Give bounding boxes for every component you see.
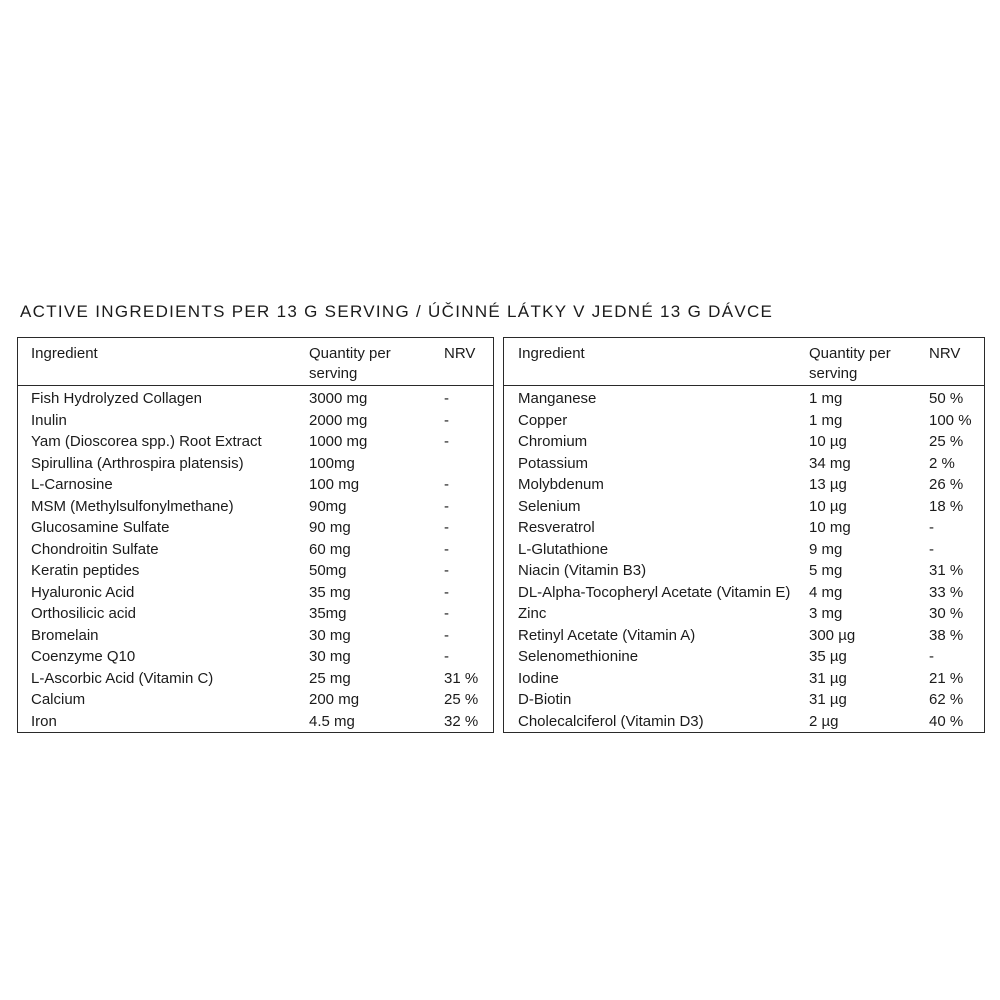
cell-nrv: - xyxy=(444,476,449,493)
cell-quantity: 3 mg xyxy=(809,605,843,622)
cell-quantity: 4 mg xyxy=(809,583,843,601)
cell-ingredient: D-Biotin xyxy=(518,691,572,708)
table-row xyxy=(31,560,493,582)
cell-nrv: 26 % xyxy=(929,476,964,493)
cell-nrv xyxy=(444,453,493,475)
table-row xyxy=(518,560,984,582)
table-row xyxy=(31,689,493,711)
cell-nrv: - xyxy=(444,648,449,665)
table-row xyxy=(518,582,984,604)
cell-nrv: - xyxy=(444,583,449,601)
ingredients-table-left xyxy=(17,337,494,733)
cell-ingredient: Hyaluronic Acid xyxy=(31,583,135,601)
cell-ingredient: MSM (Methylsulfonylmethane) xyxy=(31,497,234,515)
header-nrv: NRV xyxy=(444,345,476,362)
table-header xyxy=(504,338,984,386)
cell-quantity: 30 mg xyxy=(309,648,351,665)
cell-quantity: 300 µg xyxy=(809,626,856,644)
cell-nrv: 25 % xyxy=(444,691,479,708)
cell-quantity: 31 µg xyxy=(809,691,847,708)
cell-ingredient: Copper xyxy=(518,411,568,429)
cell-ingredient: Yam (Dioscorea spp.) Root Extract xyxy=(31,433,262,450)
table-row xyxy=(518,474,984,496)
header-quantity: Quantity per serving xyxy=(809,345,891,382)
table-row xyxy=(31,431,493,453)
cell-quantity: 34 mg xyxy=(809,454,851,472)
table-row xyxy=(518,517,984,539)
table-row xyxy=(31,603,493,625)
cell-nrv: 2 % xyxy=(929,454,955,472)
cell-quantity: 60 mg xyxy=(309,540,351,558)
cell-nrv: - xyxy=(444,626,449,644)
cell-nrv: - xyxy=(444,540,449,558)
cell-nrv: 100 % xyxy=(929,411,972,429)
ingredients-table-right xyxy=(503,337,985,733)
cell-quantity: 1 mg xyxy=(809,411,843,429)
table-row xyxy=(518,453,984,475)
cell-ingredient: Selenium xyxy=(518,497,581,515)
table-row xyxy=(518,388,984,410)
cell-nrv: 33 % xyxy=(929,583,964,601)
cell-ingredient: Selenomethionine xyxy=(518,648,639,665)
cell-ingredient: Chondroitin Sulfate xyxy=(31,540,159,558)
cell-ingredient: Fish Hydrolyzed Collagen xyxy=(31,390,202,407)
cell-ingredient: Calcium xyxy=(31,691,86,708)
cell-nrv: - xyxy=(444,390,449,407)
cell-ingredient: Molybdenum xyxy=(518,476,604,493)
cell-nrv: - xyxy=(444,605,449,622)
cell-nrv: - xyxy=(444,562,449,579)
table-row xyxy=(31,711,493,733)
cell-ingredient: Spirullina (Arthrospira platensis) xyxy=(31,454,244,472)
cell-quantity: 2000 mg xyxy=(309,411,368,429)
table-row xyxy=(31,388,493,410)
cell-quantity: 4.5 mg xyxy=(309,712,355,730)
cell-nrv: - xyxy=(444,519,449,536)
table-row xyxy=(518,646,984,668)
cell-quantity: 100 mg xyxy=(309,476,360,493)
table-row xyxy=(31,410,493,432)
table-row xyxy=(31,625,493,647)
cell-ingredient: Inulin xyxy=(31,411,67,429)
cell-ingredient: Potassium xyxy=(518,454,589,472)
cell-ingredient: Orthosilicic acid xyxy=(31,605,137,622)
cell-quantity: 3000 mg xyxy=(309,390,368,407)
cell-quantity: 30 mg xyxy=(309,626,351,644)
cell-quantity: 35 µg xyxy=(809,648,847,665)
cell-nrv: 30 % xyxy=(929,605,964,622)
cell-quantity: 5 mg xyxy=(809,562,843,579)
table-row xyxy=(518,625,984,647)
table-header xyxy=(18,338,493,386)
cell-quantity: 1 mg xyxy=(809,390,843,407)
cell-quantity: 35mg xyxy=(309,605,347,622)
table-body xyxy=(504,386,984,732)
cell-nrv: - xyxy=(444,497,449,515)
cell-quantity: 90mg xyxy=(309,497,347,515)
cell-ingredient: DL-Alpha-Tocopheryl Acetate (Vitamin E) xyxy=(518,583,791,601)
table-row xyxy=(31,668,493,690)
table-row xyxy=(518,496,984,518)
table-row xyxy=(31,539,493,561)
table-row xyxy=(518,668,984,690)
table-row xyxy=(518,410,984,432)
header-ingredient: Ingredient xyxy=(31,345,98,362)
header-quantity: Quantity per serving xyxy=(309,345,391,382)
cell-nrv: - xyxy=(444,411,449,429)
cell-nrv: 32 % xyxy=(444,712,479,730)
cell-nrv: 25 % xyxy=(929,433,964,450)
cell-ingredient: Zinc xyxy=(518,605,547,622)
cell-nrv: 31 % xyxy=(444,669,479,687)
cell-ingredient: Bromelain xyxy=(31,626,99,644)
cell-ingredient: Cholecalciferol (Vitamin D3) xyxy=(518,712,704,730)
cell-ingredient: L-Glutathione xyxy=(518,540,609,558)
table-row xyxy=(31,517,493,539)
cell-nrv: 40 % xyxy=(929,712,964,730)
cell-ingredient: Glucosamine Sulfate xyxy=(31,519,170,536)
cell-quantity: 31 µg xyxy=(809,669,847,687)
cell-quantity: 25 mg xyxy=(309,669,351,687)
cell-ingredient: L-Carnosine xyxy=(31,476,113,493)
cell-ingredient: Keratin peptides xyxy=(31,562,140,579)
cell-quantity: 2 µg xyxy=(809,712,839,730)
cell-quantity: 35 mg xyxy=(309,583,351,601)
table-row xyxy=(31,496,493,518)
table-row xyxy=(518,431,984,453)
cell-quantity: 10 µg xyxy=(809,433,847,450)
cell-quantity: 10 mg xyxy=(809,519,851,536)
cell-ingredient: Chromium xyxy=(518,433,588,450)
cell-quantity: 90 mg xyxy=(309,519,351,536)
table-row xyxy=(31,582,493,604)
header-ingredient: Ingredient xyxy=(518,345,585,362)
cell-quantity: 9 mg xyxy=(809,540,843,558)
table-row xyxy=(518,603,984,625)
cell-ingredient: Iron xyxy=(31,712,57,730)
cell-nrv: 18 % xyxy=(929,497,964,515)
table-body xyxy=(18,386,493,732)
cell-nrv: - xyxy=(929,648,934,665)
cell-ingredient: Niacin (Vitamin B3) xyxy=(518,562,647,579)
cell-quantity: 10 µg xyxy=(809,497,847,515)
table-row xyxy=(518,689,984,711)
header-nrv: NRV xyxy=(929,345,961,362)
cell-quantity: 13 µg xyxy=(809,476,847,493)
cell-ingredient: Iodine xyxy=(518,669,559,687)
cell-nrv: 31 % xyxy=(929,562,964,579)
table-row xyxy=(31,474,493,496)
cell-nrv: 50 % xyxy=(929,390,964,407)
cell-quantity: 100mg xyxy=(309,454,355,472)
cell-nrv: - xyxy=(929,540,934,558)
page-title: ACTIVE INGREDIENTS PER 13 G SERVING / ÚČINNÉ LÁTKY V JEDNÉ 13 G DÁVCE xyxy=(20,302,774,321)
cell-quantity: 50mg xyxy=(309,562,347,579)
table-row xyxy=(518,711,984,733)
cell-quantity: 200 mg xyxy=(309,691,360,708)
cell-ingredient: Retinyl Acetate (Vitamin A) xyxy=(518,626,696,644)
cell-ingredient: Manganese xyxy=(518,390,597,407)
cell-ingredient: Resveratrol xyxy=(518,519,595,536)
table-row xyxy=(518,539,984,561)
table-row xyxy=(31,646,493,668)
cell-nrv: 21 % xyxy=(929,669,964,687)
cell-quantity: 1000 mg xyxy=(309,433,368,450)
table-row xyxy=(31,453,493,475)
cell-ingredient: L-Ascorbic Acid (Vitamin C) xyxy=(31,669,214,687)
cell-ingredient: Coenzyme Q10 xyxy=(31,648,136,665)
cell-nrv: - xyxy=(929,519,934,536)
cell-nrv: - xyxy=(444,433,449,450)
cell-nrv: 62 % xyxy=(929,691,964,708)
cell-nrv: 38 % xyxy=(929,626,964,644)
